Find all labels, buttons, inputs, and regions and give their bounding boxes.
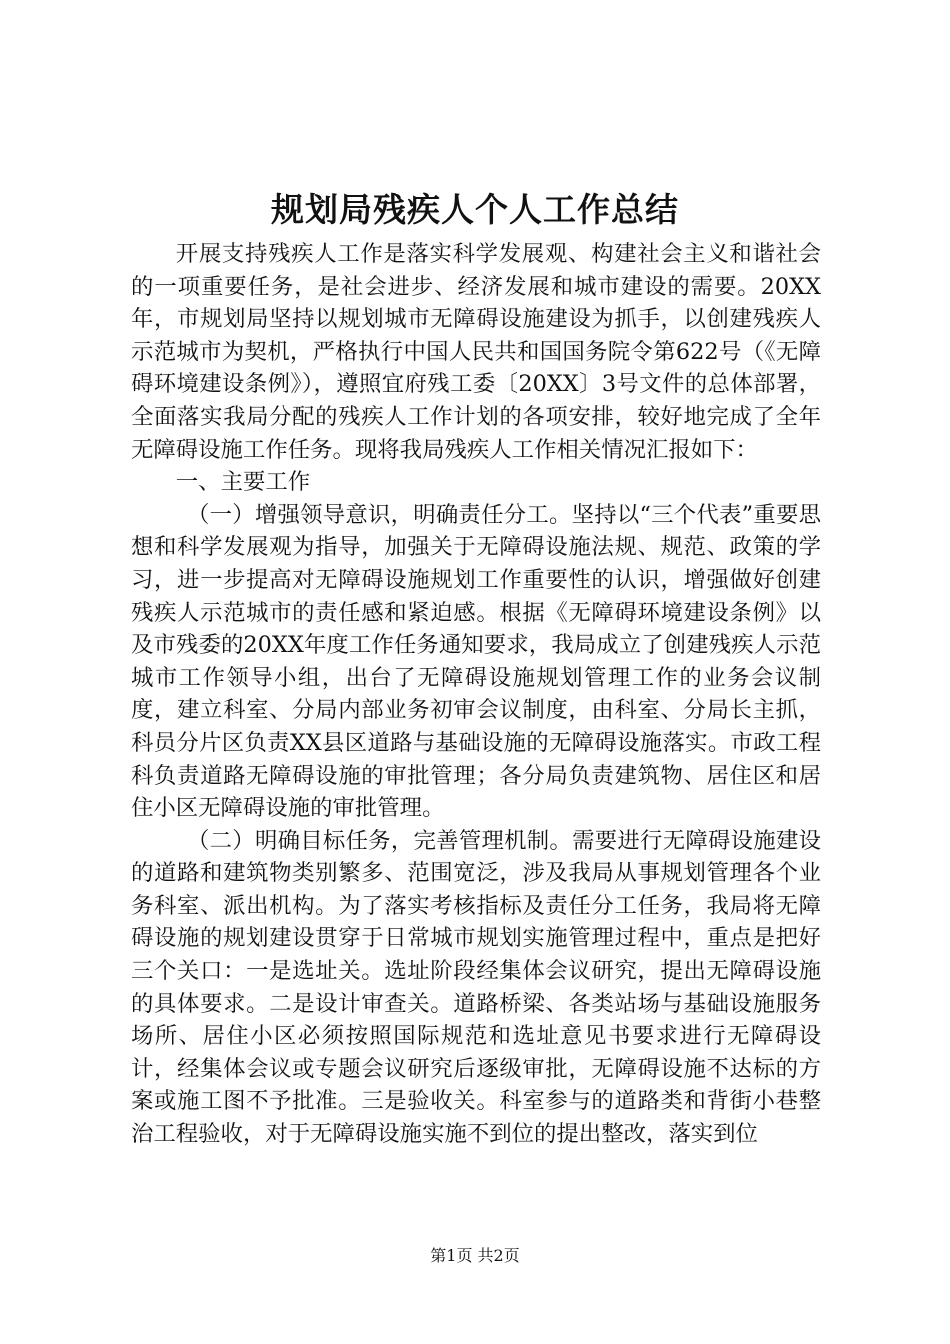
paragraph-intro: 开展支持残疾人工作是落实科学发展观、构建社会主义和谐社会的一项重要任务，是社会进步、经济发展和城市建设的需要。20XX年，市规划局坚持以规划城市无障碍设施建设为抓手，以创建残疾人示范城市为契机，严格执行中国人民共和国国务院令第622号（《无障碍环境建设条例》），遵照宜府残工委〔20XX〕3号文件的总体部署，全面落实我局分配的残疾人工作计划的各项安排，较好地完成了全年无障碍设施工作任务。现将我局残疾人工作相关情况汇报如下： (131, 241, 821, 463)
paragraph-targets: （二）明确目标任务，完善管理机制。需要进行无障碍设施建设的道路和建筑物类别繁多、范围宽泛，涉及我局从事规划管理各个业务科室、派出机构。为了落实考核指标及责任分工任务，我局将无障碍设施的规划建设贯穿于日常城市规划实施管理过程中，重点是把好三个关口：一是选址关。选址阶段经集体会议研究，提出无障碍设施的具体要求。二是设计审查关。道路桥梁、各类站场与基础设施服务场所、居住小区必须按照国际规范和选址意见书要求进行无障碍设计，经集体会议或专题会议研究后逐级审批，无障碍设施不达标的方案或施工图不予批准。三是验收关。科室参与的道路类和背街小巷整治工程验收，对于无障碍设施实施不到位的提出整改，落实到位 (131, 827, 821, 1148)
page-number: 第1页 共2页 (430, 1246, 520, 1265)
paragraph-leadership: （一）增强领导意识，明确责任分工。坚持以“三个代表”重要思想和科学发展观为指导，加强关于无障碍设施法规、规范、政策的学习，进一步提高对无障碍设施规划工作重要性的认识，增强做好创建残疾人示范城市的责任感和紧迫感。根据《无障碍环境建设条例》以及市残委的20XX年度工作任务通知要求，我局成立了创建残疾人示范城市工作领导小组，出台了无障碍设施规划管理工作的业务会议制度，建立科室、分局内部业务初审会议制度，由科室、分局长主抓，科员分片区负责XX县区道路与基础设施的无障碍设施落实。市政工程科负责道路无障碍设施的审批管理；各分局负责建筑物、居住区和居住小区无障碍设施的审批管理。 (131, 501, 821, 822)
document-title: 规划局残疾人个人工作总结 (271, 190, 679, 229)
document-body (131, 238, 821, 1151)
section-heading-main-work: 一、主要工作 (175, 469, 311, 496)
